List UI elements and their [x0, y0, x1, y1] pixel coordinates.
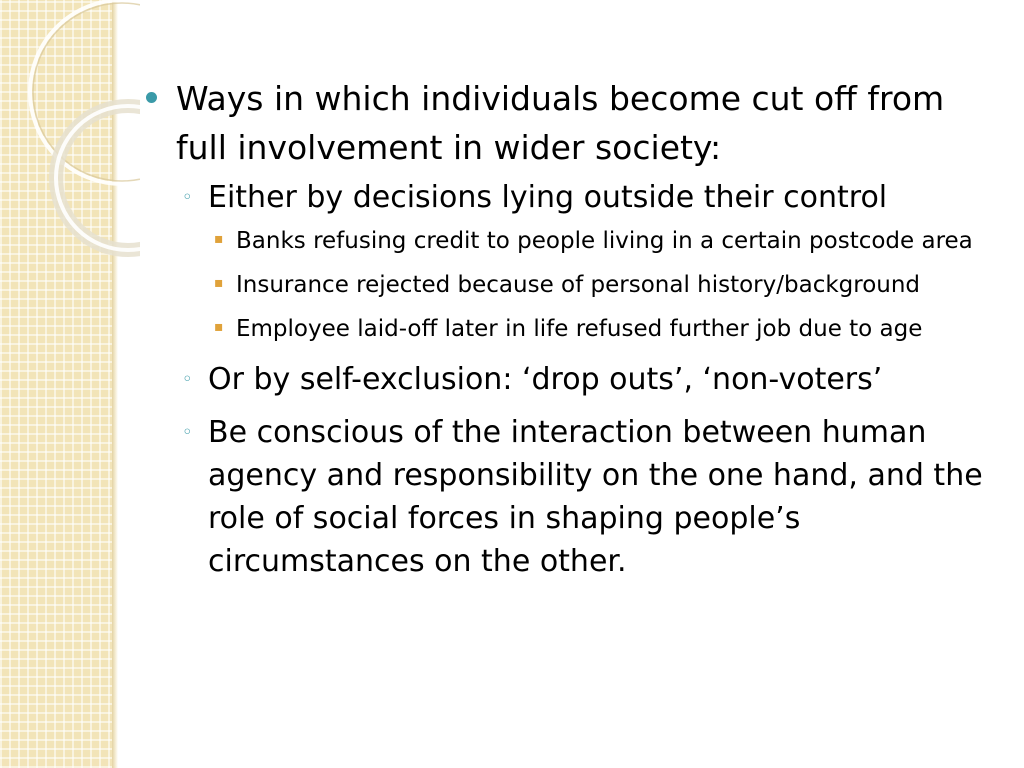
small-square-bullet-icon: ▪: [214, 231, 224, 247]
sub-bullet-1-text: Either by decisions lying outside their control: [208, 180, 888, 215]
decorative-rings-icon: [0, 0, 140, 260]
bullet-main-text: Ways in which individuals become cut off from full involvement in wider society:: [176, 79, 945, 167]
filled-circle-bullet-icon: [146, 92, 157, 103]
sub-bullet-2-text: Or by self-exclusion: ‘drop outs’, ‘non-voters’: [208, 362, 883, 397]
ring-bullet-icon: ◦: [182, 422, 193, 443]
sub-bullet-list: [176, 176, 992, 583]
sub-bullet-1: [176, 176, 992, 348]
ring-bullet-icon: ◦: [182, 187, 193, 208]
small-square-bullet-icon: ▪: [214, 275, 224, 291]
sub-bullet-2: [176, 358, 992, 401]
sub-sub-bullet-2: [208, 266, 992, 304]
sub-sub-bullet-2-text: Insurance rejected because of personal history/background: [236, 272, 921, 298]
sub-sub-bullet-3-text: Employee laid-off later in life refused further job due to age: [236, 316, 923, 342]
sub-sub-bullet-list: [208, 222, 992, 348]
bullet-list: [142, 74, 992, 583]
sub-sub-bullet-1-text: Banks refusing credit to people living in a certain postcode area: [236, 228, 973, 254]
sub-sub-bullet-3: [208, 310, 992, 348]
bullet-main: [142, 74, 992, 583]
ring-bullet-icon: ◦: [182, 369, 193, 390]
sub-bullet-3-text: Be conscious of the interaction between human agency and responsibility on the one hand, and the role of social forces in shaping people’s circumstances on the other.: [208, 415, 983, 579]
sub-bullet-3: [176, 411, 992, 583]
slide-content: [142, 74, 992, 593]
small-square-bullet-icon: ▪: [214, 319, 224, 335]
sub-sub-bullet-1: [208, 222, 992, 260]
